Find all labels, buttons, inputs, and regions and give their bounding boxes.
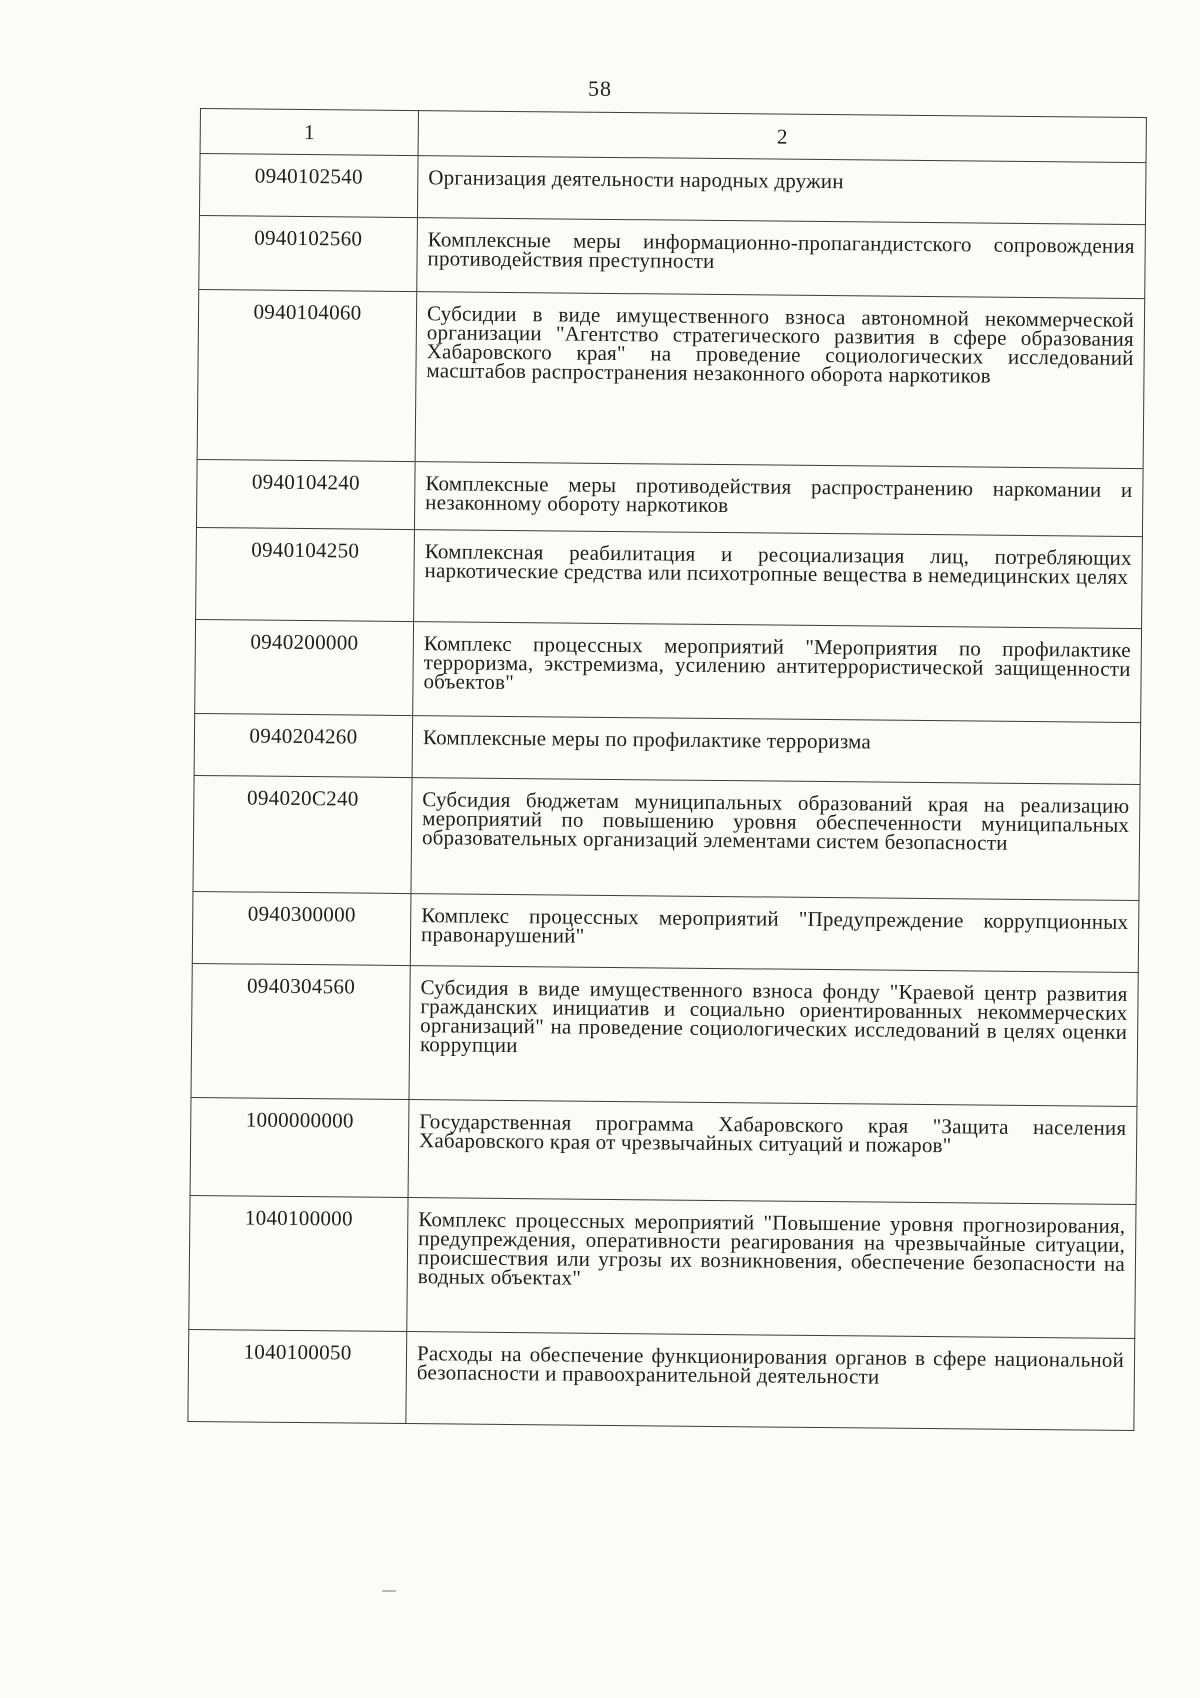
row-code: 094020C240 <box>193 775 412 893</box>
table-row <box>191 963 1138 1106</box>
row-description: Субсидия бюджетам муниципальных образований края на реализацию мероприятий по повышению уровня обеспеченности муниципальных образовательных организаций элементами систем безопасности <box>411 778 1140 901</box>
column-header-code: 1 <box>200 109 418 156</box>
row-description: Комплекс процессных мероприятий "Мероприятия по профилактике терроризма, экстремизма, усилению антитеррористической защищенности объектов" <box>413 622 1142 723</box>
row-description: Организация деятельности народных дружин <box>417 156 1146 225</box>
row-code: 0940102540 <box>199 154 418 218</box>
row-code: 0940304560 <box>191 963 410 1099</box>
row-code: 0940104060 <box>197 289 417 461</box>
row-description: Государственная программа Хабаровского края "Защита населения Хабаровского края от чрезвычайных ситуаций и пожаров" <box>408 1100 1137 1205</box>
row-code: 0940104240 <box>196 459 415 529</box>
row-code: 0940104250 <box>196 527 415 621</box>
column-header-description: 2 <box>418 111 1146 163</box>
row-code: 1040100000 <box>189 1195 408 1331</box>
table-row <box>193 775 1140 900</box>
table-row <box>199 154 1146 225</box>
row-code: 0940200000 <box>195 619 414 715</box>
row-description: Комплексная реабилитация и ресоциализация лиц, потребляющих наркотические средства или психотропные вещества в немедицинских целях <box>414 530 1143 629</box>
row-description: Комплекс процессных мероприятий "Предупреждение коррупционных правонарушений" <box>410 894 1139 973</box>
row-description: Комплексные меры информационно-пропагандистского сопровождения противодействия преступности <box>417 218 1146 299</box>
row-description: Субсидии в виде имущественного взноса автономной некоммерческой организации "Агентство стратегического развития в сфере образования Хабаровского края" на проведение социологических исследований масштабов распространения незаконного оборота наркотиков <box>415 292 1145 469</box>
table-row <box>196 527 1143 628</box>
row-description: Расходы на обеспечение функционирования органов в сфере национальной безопасности и правоохранительной деятельности <box>406 1332 1135 1431</box>
table-row <box>195 619 1142 722</box>
row-code: 0940300000 <box>192 891 411 965</box>
table-row <box>188 1329 1135 1430</box>
row-description: Субсидия в виде имущественного взноса фонду "Краевой центр развития гражданских инициатив и социально ориентированных некоммерческих организаций" на проведение социологических исследований в целях оценки коррупции <box>409 966 1138 1107</box>
row-code: 0940204260 <box>194 713 413 777</box>
page-number: 58 <box>588 76 612 101</box>
row-description: Комплексные меры противодействия распространению наркомании и незаконному обороту наркотиков <box>414 462 1143 537</box>
table-row <box>197 289 1145 468</box>
table-row <box>199 215 1146 298</box>
row-description: Комплекс процессных мероприятий "Повышение уровня прогнозирования, предупреждения, оперативности реагирования на чрезвычайные ситуации, происшествия или угрозы их возникновения, обеспечение безопасности на водных объектах" <box>407 1198 1136 1339</box>
table-body <box>188 154 1146 1431</box>
table-row <box>189 1195 1136 1338</box>
budget-classification-table <box>187 108 1147 1431</box>
table-row <box>196 459 1143 536</box>
row-code: 1000000000 <box>190 1097 409 1197</box>
table-row <box>192 891 1139 972</box>
row-description: Комплексные меры по профилактике терроризма <box>412 716 1141 785</box>
scan-artifact <box>382 1590 396 1592</box>
table-row <box>190 1097 1137 1204</box>
table-row <box>194 713 1141 784</box>
row-code: 0940102560 <box>199 215 418 291</box>
row-code: 1040100050 <box>188 1329 407 1423</box>
